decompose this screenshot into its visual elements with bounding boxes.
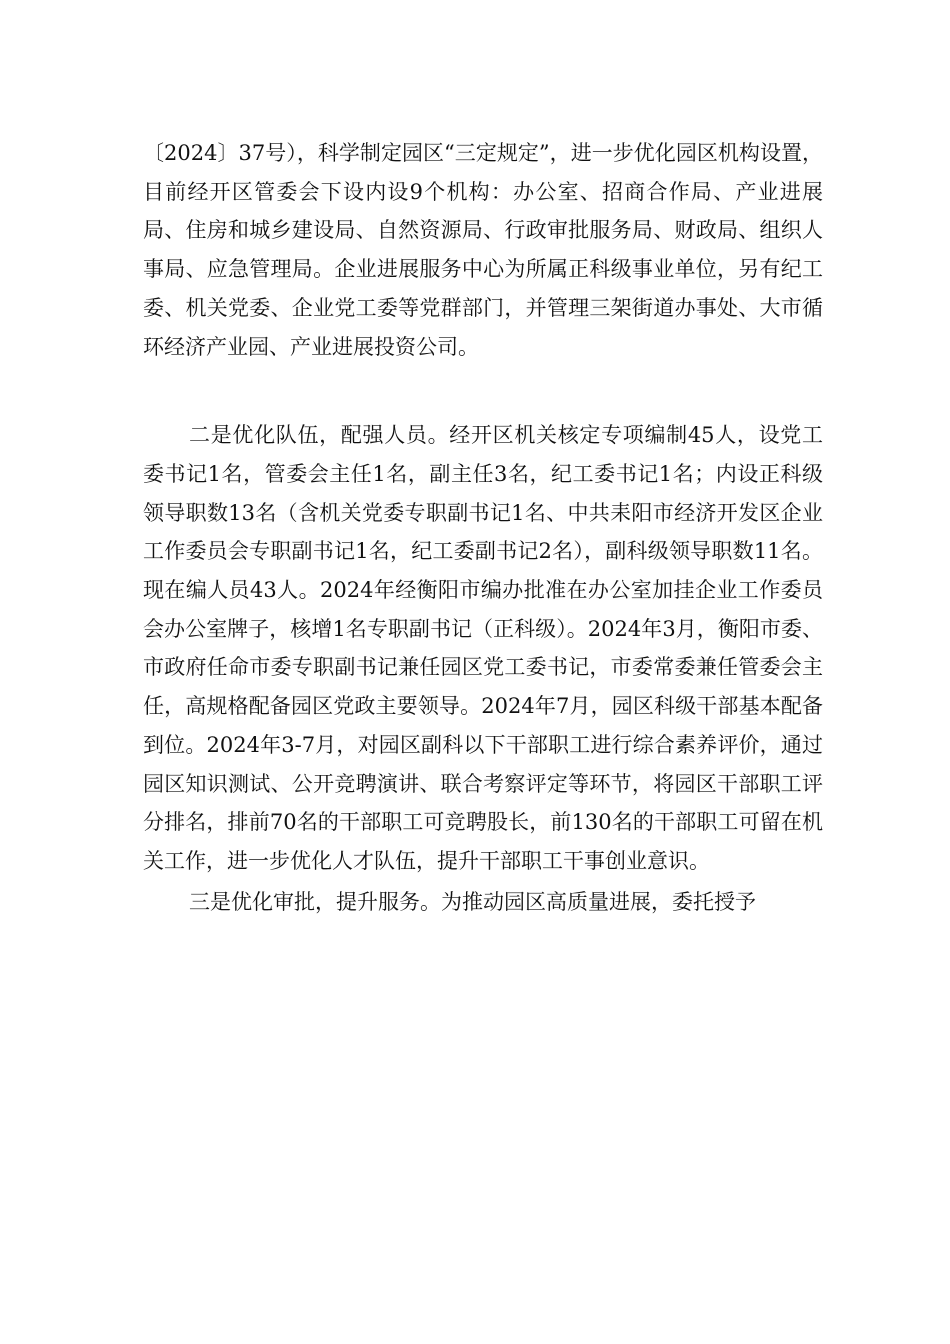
paragraph-spacer [143,366,823,416]
paragraph-approval-service: 三是优化审批，提升服务。为推动园区高质量进展，委托授予 [189,889,756,914]
paragraph-staffing: 二是优化队伍，配强人员。经开区机关核定专项编制45人，设党工委书记1名，管委会主任1名，副主任3名，纪工委书记1名；内设正科级领导职数13名（含机关党委专职副书记1名、中共耒阳市经济开发区企业工作委员会专职副书记1名，纪工委副书记2名），副科级领导职数11名。现在编人员43人。2024年经衡阳市编办批准在办公室加挂企业工作委员会办公室牌子，核增1名专职副书记（正科级）。2024年3月，衡阳市委、市政府任命市委专职副书记兼任园区党工委书记，市委常委兼任管委会主任，高规格配备园区党政主要领导。2024年7月，园区科级干部基本配备到位。2024年3-7月，对园区副科以下干部职工进行综合素养评价，通过园区知识测试、公开竞聘演讲、联合考察评定等环节，将园区干部职工评分排名，排前70名的干部职工可竞聘股长，前130名的干部职工可留在机关工作，进一步优化人才队伍，提升干部职工干事创业意识。 [143,423,823,873]
paragraph-institution-setup: 〔2024〕37号），科学制定园区“三定规定”，进一步优化园区机构设置，目前经开区管委会下设内设9个机构：办公室、招商合作局、产业进展局、住房和城乡建设局、自然资源局、行政审批服务局、财政局、组织人事局、应急管理局。企业进展服务中心为所属正科级事业单位，另有纪工委、机关党委、企业党工委等党群部门，并管理三架街道办事处、大市循环经济产业园、产业进展投资公司。 [143,141,823,359]
document-page [143,134,823,921]
